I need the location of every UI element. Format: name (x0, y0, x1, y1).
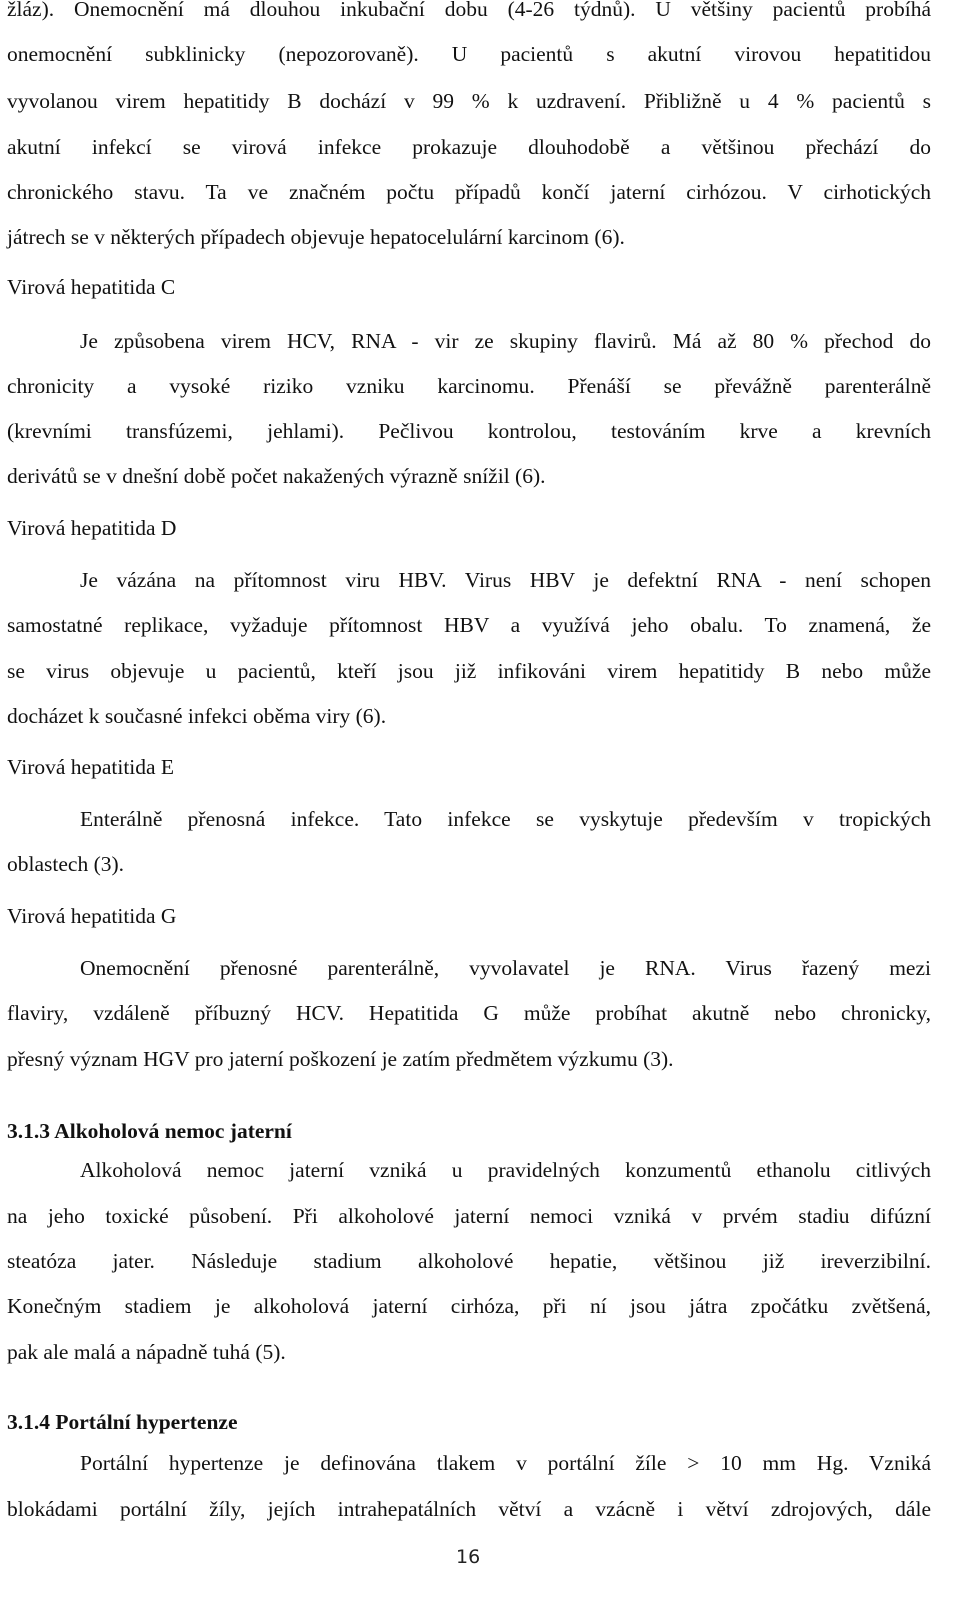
text-line: akutní infekcí se virová infekce prokazuje dlouhodobě a většinou přechází do (7, 135, 931, 159)
text-line: se virus objevuje u pacientů, kteří jsou již infikováni virem hepatitidy B nebo může (7, 659, 931, 683)
text-line: žláz). Onemocnění má dlouhou inkubační dobu (4-26 týdnů). U většiny pacientů probíhá (7, 0, 931, 21)
page-number: 16 (456, 1546, 481, 1568)
text-line: přesný význam HGV pro jaterní poškození je zatím předmětem výzkumu (3). (7, 1047, 674, 1071)
text-line: Je vázána na přítomnost viru HBV. Virus HBV je defektní RNA - není schopen (80, 568, 931, 592)
text-line: blokádami portální žíly, jejích intrahepatálních větví a vzácně i větví zdrojových, dále (7, 1497, 931, 1521)
text-line: Portální hypertenze je definována tlakem v portální žíle > 10 mm Hg. Vzniká (80, 1451, 931, 1475)
text-line: pak ale malá a nápadně tuhá (5). (7, 1340, 286, 1364)
text-line: játrech se v některých případech objevuje hepatocelulární karcinom (6). (7, 225, 625, 249)
text-line: steatóza jater. Následuje stadium alkoholové hepatie, většinou již ireverzibilní. (7, 1249, 931, 1273)
section-heading-3-1-3: 3.1.3 Alkoholová nemoc jaterní (7, 1119, 292, 1143)
text-line: onemocnění subklinicky (nepozorovaně). U pacientů s akutní virovou hepatitidou (7, 42, 931, 66)
subheading-hepatitis-e: Virová hepatitida E (7, 755, 175, 779)
section-heading-3-1-4: 3.1.4 Portální hypertenze (7, 1410, 238, 1434)
text-line: oblastech (3). (7, 852, 125, 876)
subheading-hepatitis-d: Virová hepatitida D (7, 516, 177, 540)
subheading-hepatitis-g: Virová hepatitida G (7, 904, 177, 928)
text-line: chronického stavu. Ta ve značném počtu případů končí jaterní cirhózou. V cirhotických (7, 180, 931, 204)
text-line: na jeho toxické působení. Při alkoholové jaterní nemoci vzniká v prvém stadiu difúzní (7, 1204, 931, 1228)
text-line: Konečným stadiem je alkoholová jaterní cirhóza, při ní jsou játra zpočátku zvětšená, (7, 1294, 931, 1318)
subheading-hepatitis-c: Virová hepatitida C (7, 275, 176, 299)
text-line: derivátů se v dnešní době počet nakažených výrazně snížil (6). (7, 464, 546, 488)
text-line: flaviry, vzdáleně příbuzný HCV. Hepatitida G může probíhat akutně nebo chronicky, (7, 1001, 931, 1025)
text-line: vyvolanou virem hepatitidy B dochází v 99 % k uzdravení. Přibližně u 4 % pacientů s (7, 89, 931, 113)
text-line: Enterálně přenosná infekce. Tato infekce se vyskytuje především v tropických (80, 807, 931, 831)
text-line: samostatné replikace, vyžaduje přítomnost HBV a využívá jeho obalu. To znamená, že (7, 613, 931, 637)
text-line: Onemocnění přenosné parenterálně, vyvolavatel je RNA. Virus řazený mezi (80, 956, 931, 980)
text-line: chronicity a vysoké riziko vzniku karcinomu. Přenáší se převážně parenterálně (7, 374, 931, 398)
text-line: (krevními transfúzemi, jehlami). Pečlivou kontrolou, testováním krve a krevních (7, 419, 931, 443)
text-line: Je způsobena virem HCV, RNA - vir ze skupiny flavirů. Má až 80 % přechod do (80, 329, 931, 353)
text-line: Alkoholová nemoc jaterní vzniká u pravidelných konzumentů ethanolu citlivých (80, 1158, 931, 1182)
text-line: docházet k současné infekci oběma viry (6). (7, 704, 387, 728)
